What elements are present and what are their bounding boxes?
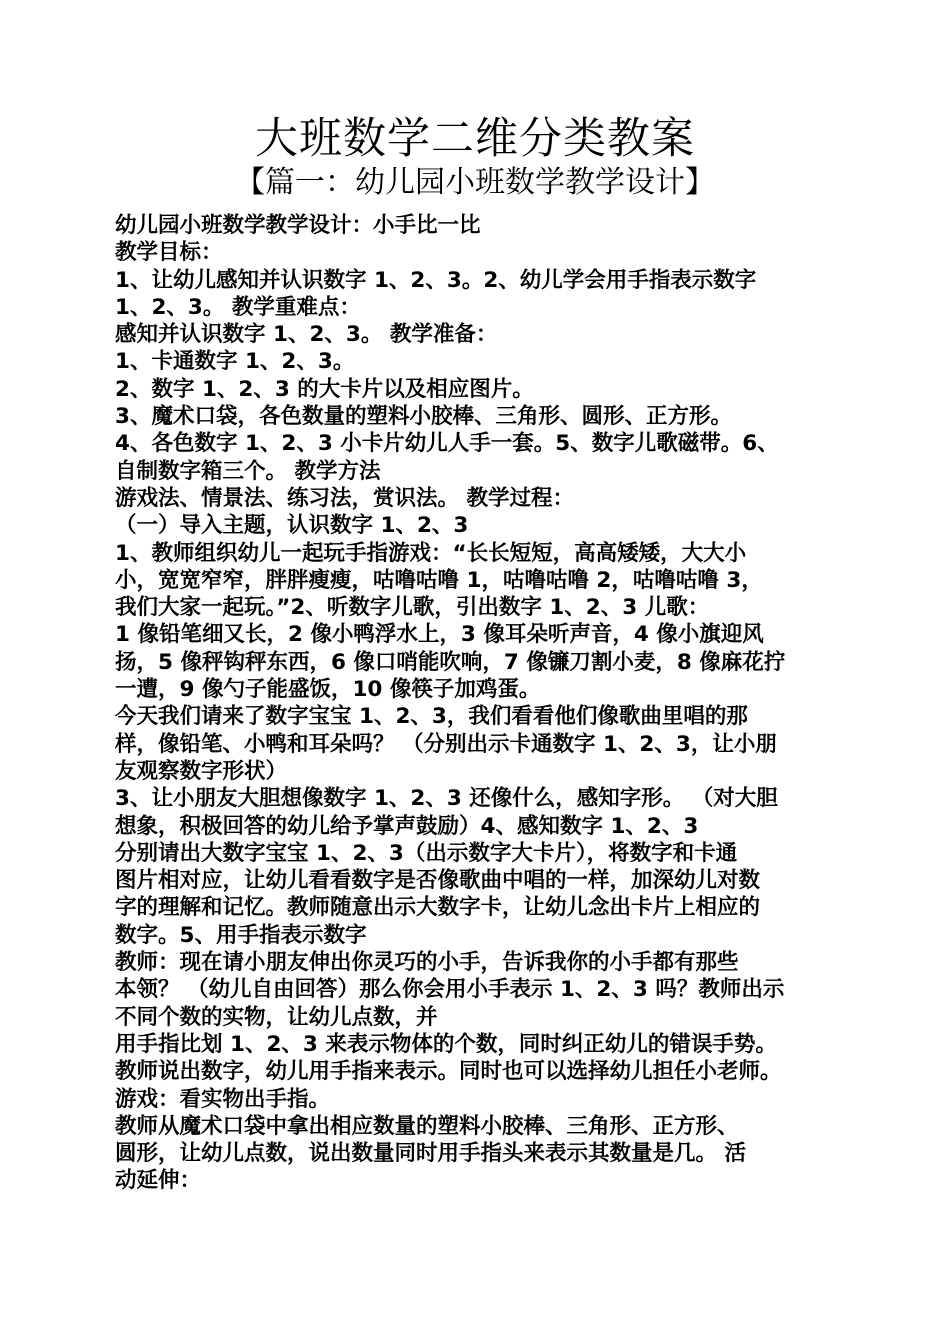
text-line: 教师说出数字，幼儿用手指来表示。同时也可以选择幼儿担任小老师。 [115, 1059, 782, 1085]
text-line: 我们大家一起玩。”2、听数字儿歌，引出数字 1、2、3 儿歌： [115, 595, 710, 621]
text-line: 一遭，9 像勺子能盛饭，10 像筷子加鸡蛋。 [115, 677, 541, 703]
text-line: 4、各色数字 1、2、3 小卡片幼儿人手一套。5、数字儿歌磁带。6、 [115, 431, 779, 457]
text-line: 教学目标： [115, 240, 223, 266]
text-line: 1、卡通数字 1、2、3。 [115, 349, 355, 375]
text-line: 幼儿园小班数学教学设计：小手比一比 [115, 213, 481, 238]
text-line: 3、让小朋友大胆想像数字 1、2、3 还像什么，感知字形。 （对大胆 [115, 786, 778, 812]
text-line: 今天我们请来了数字宝宝 1、2、3，我们看看他们像歌曲里唱的那 [115, 704, 748, 730]
text-line: 1 像铅笔细又长，2 像小鸭浮水上，3 像耳朵听声音，4 像小旗迎风 [115, 622, 764, 648]
text-line: 自制数字箱三个。 教学方法 [115, 458, 381, 484]
text-line: 教师从魔术口袋中拿出相应数量的塑料小胶棒、三角形、正方形、 [115, 1113, 739, 1139]
text-line: 分别请出大数字宝宝 1、2、3（出示数字大卡片），将数字和卡通 [115, 840, 738, 866]
text-line: 感知并认识数字 1、2、3。 教学准备： [115, 322, 498, 348]
text-line: 游戏：看实物出手指。 [115, 1086, 331, 1112]
text-line: 3、魔术口袋，各色数量的塑料小胶棒、三角形、圆形、正方形。 [115, 404, 732, 430]
text-line: 小，宽宽窄窄，胖胖瘦瘦，咕噜咕噜 1，咕噜咕噜 2，咕噜咕噜 3， [115, 567, 763, 593]
text-line: 教师：现在请小朋友伸出你灵巧的小手，告诉我你的小手都有那些 [115, 950, 739, 976]
text-line: 本领？ （幼儿自由回答）那么你会用小手表示 1、2、3 吗？教师出示 [115, 977, 785, 1003]
text-line: 数字。5、用手指表示数字 [115, 922, 367, 948]
text-line: 字的理解和记忆。教师随意出示大数字卡，让幼儿念出卡片上相应的 [115, 895, 761, 921]
document-title: 大班数学二维分类教案 [255, 114, 695, 164]
text-line: 1、让幼儿感知并认识数字 1、2、3。2、幼儿学会用手指表示数字 [115, 267, 757, 293]
text-line: 1、教师组织幼儿一起玩手指游戏：“长长短短，高高矮矮，大大小 [115, 540, 747, 566]
text-line: 不同个数的实物，让幼儿点数，并 [115, 1004, 438, 1030]
text-line: 游戏法、情景法、练习法，赏识法。 教学过程： [115, 485, 574, 511]
text-line: 想象，积极回答的幼儿给予掌声鼓励）4、感知数字 1、2、3 [115, 813, 699, 839]
text-line: （一）导入主题，认识数字 1、2、3 [115, 513, 469, 539]
text-line: 2、数字 1、2、3 的大卡片以及相应图片。 [115, 376, 534, 402]
text-line: 友观察数字形状） [115, 758, 288, 784]
text-line: 图片相对应，让幼儿看看数字是否像歌曲中唱的一样，加深幼儿对数 [115, 868, 761, 894]
text-line: 样，像铅笔、小鸭和耳朵吗？ （分别出示卡通数字 1、2、3，让小朋 [115, 731, 777, 757]
text-line: 1、2、3。 教学重难点： [115, 294, 361, 320]
text-line: 用手指比划 1、2、3 来表示物体的个数，同时纠正幼儿的错误手势。 [115, 1031, 777, 1057]
text-line: 圆形，让幼儿点数，说出数量同时用手指头来表示其数量是几。 活 [115, 1141, 746, 1167]
document-subtitle: 【篇一：幼儿园小班数学教学设计】 [235, 165, 715, 200]
text-line: 扬，5 像秤钩秤东西，6 像口哨能吹响，7 像镰刀割小麦，8 像麻花拧 [115, 649, 786, 675]
text-line: 动延伸： [115, 1168, 202, 1194]
document-body [115, 212, 845, 1195]
